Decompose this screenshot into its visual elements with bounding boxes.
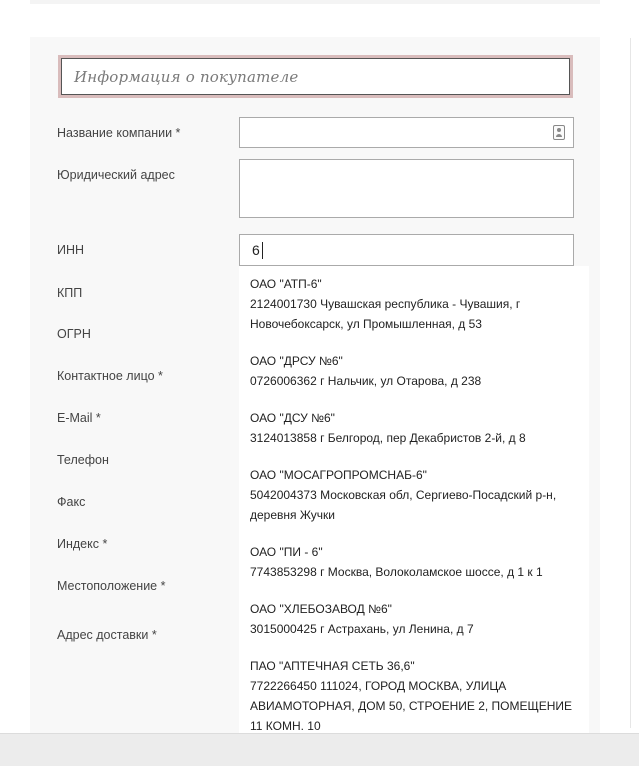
suggestion-details: 3015000425 г Астрахань, ул Ленина, д 7: [250, 622, 474, 636]
suggestion-company-name: ОАО "МОСАГРОПРОМСНАБ-6": [250, 468, 427, 482]
company-name-input[interactable]: [239, 117, 574, 148]
suggestion-item[interactable]: [250, 465, 589, 525]
inn-input[interactable]: [239, 234, 574, 266]
suggestion-details: 5042004373 Московская обл, Сергиево-Посадский р-н, деревня Жучки: [250, 488, 557, 522]
suggestion-item[interactable]: [250, 656, 589, 736]
suggestion-item[interactable]: [250, 351, 589, 391]
email-label: E-Mail *: [57, 411, 101, 425]
kpp-label: КПП: [57, 286, 83, 300]
location-label: Местоположение *: [57, 579, 166, 593]
buyer-info-header: [58, 55, 573, 98]
ogrn-label: ОГРН: [57, 327, 91, 341]
text-caret: [262, 242, 263, 259]
legal-address-textarea[interactable]: [239, 159, 574, 218]
bottom-bar: [0, 733, 639, 766]
suggestion-details: 7722266450 111024, ГОРОД МОСКВА, УЛИЦА АВИАМОТОРНАЯ, ДОМ 50, СТРОЕНИЕ 2, ПОМЕЩЕНИЕ 11 КОМН. 10: [250, 679, 573, 733]
suggestion-item[interactable]: [250, 408, 589, 448]
inn-label: ИНН: [57, 243, 85, 257]
suggestion-item[interactable]: [250, 274, 589, 334]
suggestion-item[interactable]: [250, 599, 589, 639]
phone-label: Телефон: [57, 453, 109, 467]
suggestion-details: 0726006362 г Нальчик, ул Отарова, д 238: [250, 374, 482, 388]
inn-input-value: 6: [252, 242, 260, 258]
suggestion-company-name: ОАО "ДСУ №6": [250, 411, 335, 425]
suggestion-item[interactable]: [250, 542, 589, 582]
legal-address-label: Юридический адрес: [57, 168, 175, 182]
index-label: Индекс *: [57, 537, 108, 551]
buyer-info-header-frame: [61, 58, 570, 95]
suggestion-details: 2124001730 Чувашская республика - Чувашия, г Новочебоксарск, ул Промышленная, д 53: [250, 297, 521, 331]
company-name-label: Название компании *: [57, 126, 181, 140]
top-strip: [30, 0, 600, 4]
suggestion-company-name: ОАО "АТП-6": [250, 277, 322, 291]
section-title: Информация о покупателе: [74, 67, 299, 86]
contact-person-label: Контактное лицо *: [57, 369, 163, 383]
suggestion-company-name: ОАО "ДРСУ №6": [250, 354, 343, 368]
suggestion-details: 7743853298 г Москва, Волоколамское шоссе, д 1 к 1: [250, 565, 543, 579]
suggestion-company-name: ОАО "ХЛЕБОЗАВОД №6": [250, 602, 392, 616]
fax-label: Факс: [57, 495, 86, 509]
suggestion-details: 3124013858 г Белгород, пер Декабристов 2-й, д 8: [250, 431, 526, 445]
inn-suggestions-dropdown: [239, 266, 589, 736]
contact-card-icon[interactable]: [553, 125, 565, 140]
suggestion-company-name: ПАО "АПТЕЧНАЯ СЕТЬ 36,6": [250, 659, 415, 673]
delivery-address-label: Адрес доставки *: [57, 628, 157, 642]
right-edge-divider: [630, 38, 631, 728]
suggestion-company-name: ОАО "ПИ - 6": [250, 545, 323, 559]
